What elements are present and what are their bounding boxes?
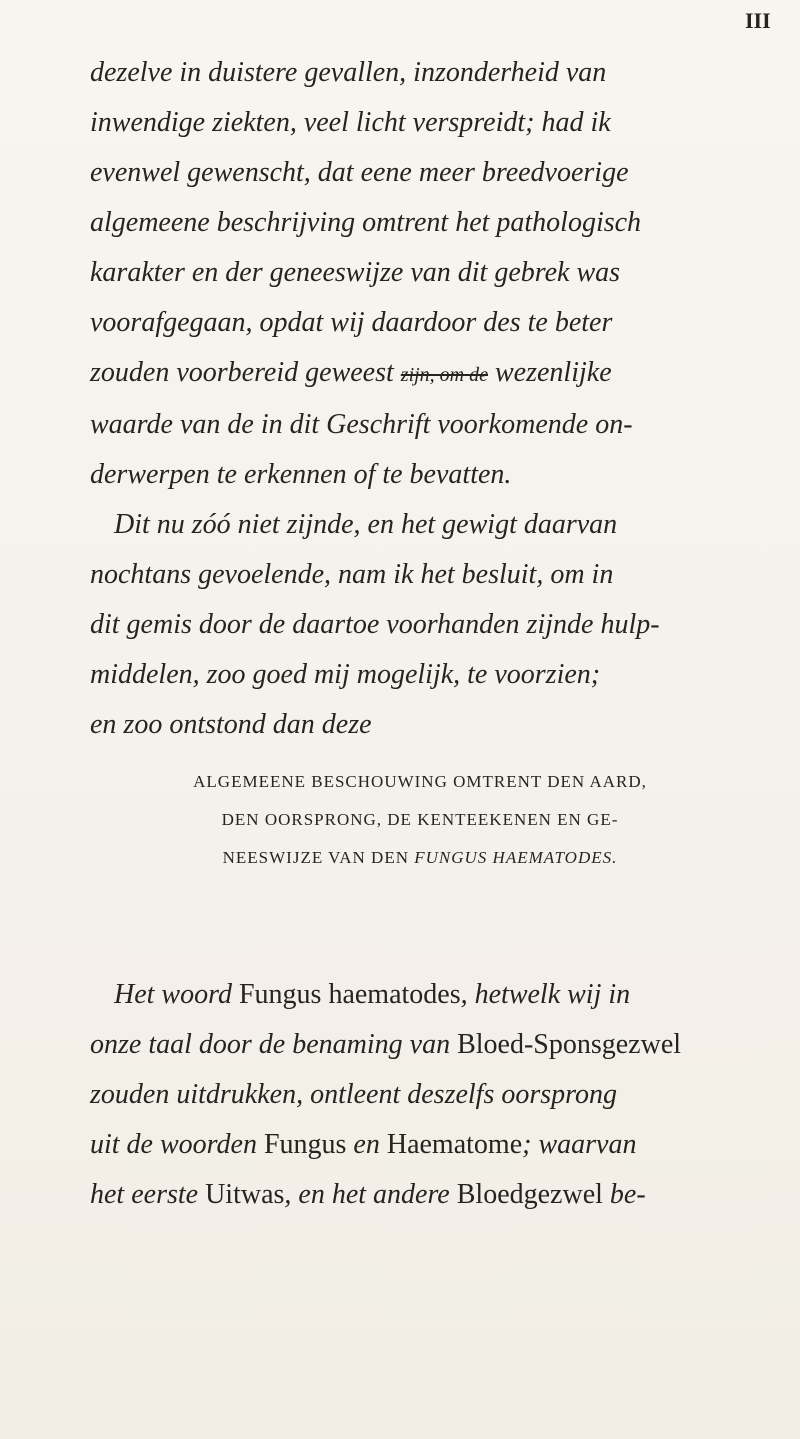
text-line: waarde van de in dit Geschrift voorkomende on- [90, 409, 633, 440]
text-segment: wezenlijke [495, 357, 612, 388]
text-segment: Haematome [386, 1129, 523, 1160]
text-segment: Uitwas [205, 1179, 285, 1210]
text-line: dit gemis door de daartoe voorhanden zijnde hulp- [90, 609, 660, 640]
text-line: voorafgegaan, opdat wij daardoor des te beter [90, 307, 613, 338]
heading-segment: FUNGUS HAEMATODES. [414, 848, 618, 867]
text-segment: Fungus [263, 1129, 347, 1160]
text-segment: en [346, 1129, 387, 1160]
text-segment: ; waarvan [522, 1129, 637, 1160]
text-line [90, 1020, 750, 1070]
heading-line [90, 839, 750, 877]
text-line [90, 1170, 750, 1220]
text-line: zouden uitdrukken, ontleent deszelfs oorsprong [90, 1079, 618, 1110]
paragraph-1 [90, 48, 730, 750]
text-segment: Bloed-Sponsgezwel [457, 1029, 682, 1060]
page-number: III [745, 8, 771, 33]
text-line: algemeene beschrijving omtrent het pathologisch [90, 207, 642, 238]
text-line [90, 1120, 750, 1170]
struck-text: zijn, om de [400, 364, 488, 386]
text-segment: onze taal door de benaming van [90, 1029, 458, 1060]
heading-segment: NEESWIJZE VAN DEN [222, 848, 415, 867]
heading-line: DEN OORSPRONG, DE KENTEEKENEN EN GE- [221, 810, 619, 829]
text-segment: het eerste [90, 1179, 206, 1210]
text-segment: Fungus haematodes [238, 979, 461, 1010]
paragraph-3 [90, 970, 750, 1220]
text-line: inwendige ziekten, veel licht verspreidt; had ik [90, 107, 611, 138]
text-segment: Bloedgezwel [456, 1179, 603, 1210]
heading-line: ALGEMEENE BESCHOUWING OMTRENT DEN AARD, [193, 772, 647, 791]
text-line: derwerpen te erkennen of te bevatten. [90, 459, 512, 490]
text-segment: zouden voorbereid geweest [90, 357, 394, 388]
text-line [90, 348, 730, 400]
text-line [90, 970, 750, 1020]
text-segment: uit de woorden [90, 1129, 264, 1160]
text-segment: , hetwelk wij in [460, 979, 631, 1010]
text-line: karakter en der geneeswijze van dit gebrek was [90, 257, 621, 288]
text-segment: Het woord [114, 979, 239, 1010]
section-heading [90, 763, 750, 877]
text-line: Dit nu zóó niet zijnde, en het gewigt daarvan [114, 509, 618, 540]
text-line: dezelve in duistere gevallen, inzonderheid van [90, 57, 607, 88]
text-line: middelen, zoo goed mij mogelijk, te voorzien; [90, 659, 601, 690]
text-segment: , en het andere [284, 1179, 457, 1210]
text-line: nochtans gevoelende, nam ik het besluit, om in [90, 559, 614, 590]
text-line: evenwel gewenscht, dat eene meer breedvoerige [90, 157, 629, 188]
text-segment: be- [602, 1179, 646, 1210]
text-line: en zoo ontstond dan deze [90, 709, 372, 740]
